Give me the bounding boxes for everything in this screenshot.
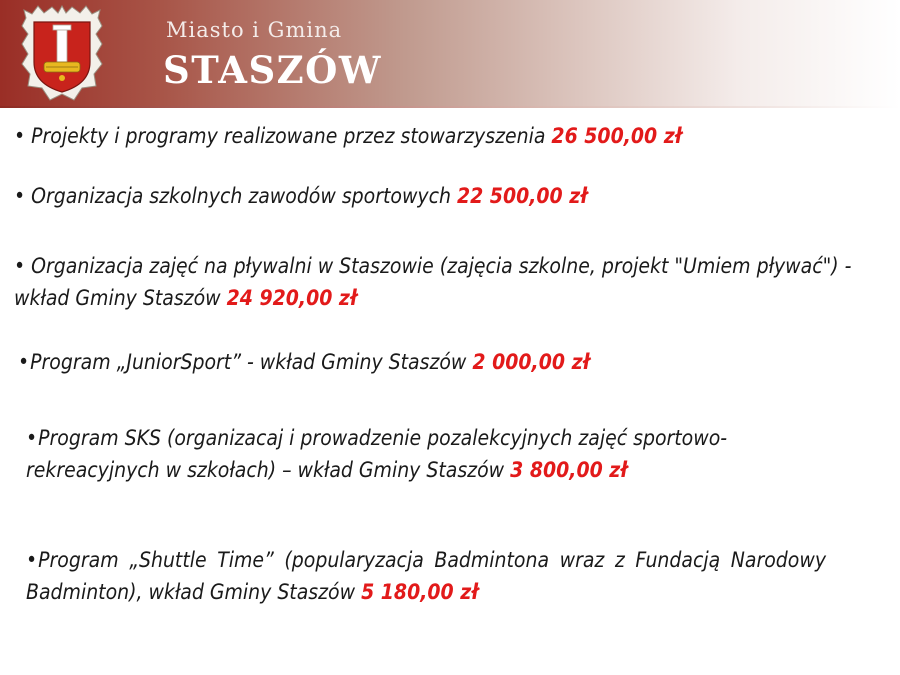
item-text: Organizacja szkolnych zawodów sportowych bbox=[31, 184, 457, 208]
header-banner bbox=[0, 0, 900, 108]
bullet-icon: • bbox=[14, 124, 26, 148]
header-divider bbox=[0, 106, 900, 108]
list-item bbox=[14, 250, 878, 314]
list-item bbox=[14, 180, 587, 212]
item-text: Organizacja zajęć na pływalni w Staszowie (zajęcia szkolne, projekt "Umiem pływać") - wkład Gminy Staszów bbox=[14, 254, 852, 310]
bullet-icon: • bbox=[14, 254, 26, 278]
item-text: Projekty i programy realizowane przez stowarzyszenia bbox=[31, 124, 552, 148]
header-subtitle: Miasto i Gmina bbox=[166, 18, 343, 42]
bullet-icon: • bbox=[18, 350, 30, 374]
list-item bbox=[26, 422, 846, 486]
list-item bbox=[26, 544, 826, 608]
item-text: Program „JuniorSport” - wkład Gminy Staszów bbox=[30, 350, 473, 374]
list-item bbox=[18, 346, 590, 378]
bullet-icon: • bbox=[14, 184, 26, 208]
item-amount: 22 500,00 zł bbox=[456, 184, 588, 208]
item-amount: 24 920,00 zł bbox=[226, 286, 358, 310]
header-title: STASZÓW bbox=[163, 48, 382, 92]
item-amount: 5 180,00 zł bbox=[361, 580, 479, 604]
coat-of-arms-icon bbox=[20, 4, 104, 104]
item-amount: 3 800,00 zł bbox=[510, 458, 628, 482]
bullet-icon: • bbox=[26, 426, 38, 450]
item-text: Program „Shuttle Time” (popularyzacja Badmintona wraz z Fundacją Narodowy Badminton), wkład Gminy Staszów bbox=[26, 548, 826, 604]
list-item bbox=[14, 120, 682, 152]
item-amount: 26 500,00 zł bbox=[551, 124, 682, 148]
item-text: Program SKS (organizacaj i prowadzenie pozalekcyjnych zajęć sportowo-rekreacyjnych w szkołach) – wkład Gminy Staszów bbox=[26, 426, 728, 482]
item-amount: 2 000,00 zł bbox=[472, 350, 590, 374]
bullet-icon: • bbox=[26, 548, 38, 572]
